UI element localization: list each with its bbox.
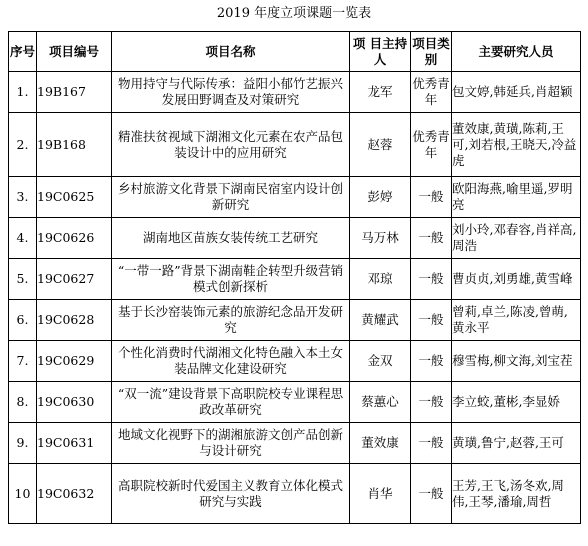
header-code: 项目编号 — [37, 32, 112, 72]
header-index: 序号 — [9, 32, 37, 72]
cell-name: 高职院校新时代爱国主义教育立体化模式研究与实践 — [112, 464, 350, 524]
header-host: 项 目主持人 — [350, 32, 411, 72]
cell-name: “一带一路”背景下湖南鞋企转型升级营销模式创新探析 — [112, 259, 350, 300]
cell-name: 基于长沙窑装饰元素的旅游纪念品开发研究 — [112, 300, 350, 341]
cell-index: 3. — [9, 177, 37, 218]
cell-host: 龙军 — [350, 72, 411, 113]
table-row — [9, 113, 581, 177]
cell-category: 一般 — [411, 300, 452, 341]
cell-index: 4. — [9, 218, 37, 259]
cell-index: 5. — [9, 259, 37, 300]
cell-code: 19B167 — [37, 72, 112, 113]
cell-name: 湖南地区苗族女装传统工艺研究 — [112, 218, 350, 259]
cell-name: 个性化消费时代湖湘文化特色融入本土女装品牌文化建设研究 — [112, 341, 350, 382]
table-row — [9, 423, 581, 464]
table-row — [9, 464, 581, 524]
project-table — [8, 31, 581, 524]
cell-members: 曾莉,卓兰,陈凌,曾萌,黄永平 — [452, 300, 581, 341]
cell-members: 包文婷,韩延兵,肖超颖 — [452, 72, 581, 113]
cell-host: 蔡蕙心 — [350, 382, 411, 423]
cell-members: 曹贞贞,刘勇雄,黄雪峰 — [452, 259, 581, 300]
cell-code: 19C0630 — [37, 382, 112, 423]
cell-code: 19C0627 — [37, 259, 112, 300]
cell-host: 肖华 — [350, 464, 411, 524]
cell-category: 优秀青年 — [411, 113, 452, 177]
cell-code: 19B168 — [37, 113, 112, 177]
table-row — [9, 218, 581, 259]
cell-category: 一般 — [411, 259, 452, 300]
cell-category: 一般 — [411, 382, 452, 423]
cell-index: 10 — [9, 464, 37, 524]
cell-host: 赵蓉 — [350, 113, 411, 177]
cell-members: 王芳,王飞,汤冬欢,周伟,王琴,潘瑜,周哲 — [452, 464, 581, 524]
cell-category: 一般 — [411, 423, 452, 464]
cell-name: 乡村旅游文化背景下湖南民宿室内设计创新研究 — [112, 177, 350, 218]
cell-category: 一般 — [411, 464, 452, 524]
cell-index: 1. — [9, 72, 37, 113]
cell-index: 7. — [9, 341, 37, 382]
header-members: 主要研究人员 — [452, 32, 581, 72]
cell-name: 精准扶贫视域下湖湘文化元素在农产品包装设计中的应用研究 — [112, 113, 350, 177]
cell-category: 一般 — [411, 218, 452, 259]
header-name: 项目名称 — [112, 32, 350, 72]
cell-host: 马万林 — [350, 218, 411, 259]
cell-members: 欧阳海燕,喻里遥,罗明亮 — [452, 177, 581, 218]
cell-name: 地域文化视野下的湖湘旅游文创产品创新与设计研究 — [112, 423, 350, 464]
cell-index: 6. — [9, 300, 37, 341]
header-category: 项目类别 — [411, 32, 452, 72]
cell-category: 一般 — [411, 341, 452, 382]
cell-host: 金双 — [350, 341, 411, 382]
cell-code: 19C0629 — [37, 341, 112, 382]
cell-category: 一般 — [411, 177, 452, 218]
cell-category: 优秀青年 — [411, 72, 452, 113]
cell-host: 董效康 — [350, 423, 411, 464]
table-row — [9, 341, 581, 382]
cell-code: 19C0625 — [37, 177, 112, 218]
header-row — [9, 32, 581, 72]
cell-host: 彭婷 — [350, 177, 411, 218]
cell-code: 19C0631 — [37, 423, 112, 464]
table-row — [9, 382, 581, 423]
cell-members: 李立蛟,董彬,李显娇 — [452, 382, 581, 423]
cell-host: 黄耀武 — [350, 300, 411, 341]
table-title: 2019 年度立项课题一览表 — [216, 6, 372, 21]
table-row — [9, 72, 581, 113]
table-row — [9, 300, 581, 341]
table-row — [9, 177, 581, 218]
table-row — [9, 259, 581, 300]
cell-index: 8. — [9, 382, 37, 423]
cell-host: 邓琼 — [350, 259, 411, 300]
cell-members: 黄璜,鲁宁,赵蓉,王可 — [452, 423, 581, 464]
cell-code: 19C0628 — [37, 300, 112, 341]
cell-name: 物用持守与代际传承：益阳小郁竹艺振兴发展田野调查及对策研究 — [112, 72, 350, 113]
cell-name: “双一流”建设背景下高职院校专业课程思政改革研究 — [112, 382, 350, 423]
cell-index: 2. — [9, 113, 37, 177]
cell-members: 董效康,黄璜,陈莉,王可,刘若根,王晓天,冷益虎 — [452, 113, 581, 177]
cell-code: 19C0632 — [37, 464, 112, 524]
cell-index: 9. — [9, 423, 37, 464]
cell-members: 刘小玲,邓春容,肖祥高,周浩 — [452, 218, 581, 259]
cell-code: 19C0626 — [37, 218, 112, 259]
cell-members: 穆雪梅,柳文海,刘宝茬 — [452, 341, 581, 382]
